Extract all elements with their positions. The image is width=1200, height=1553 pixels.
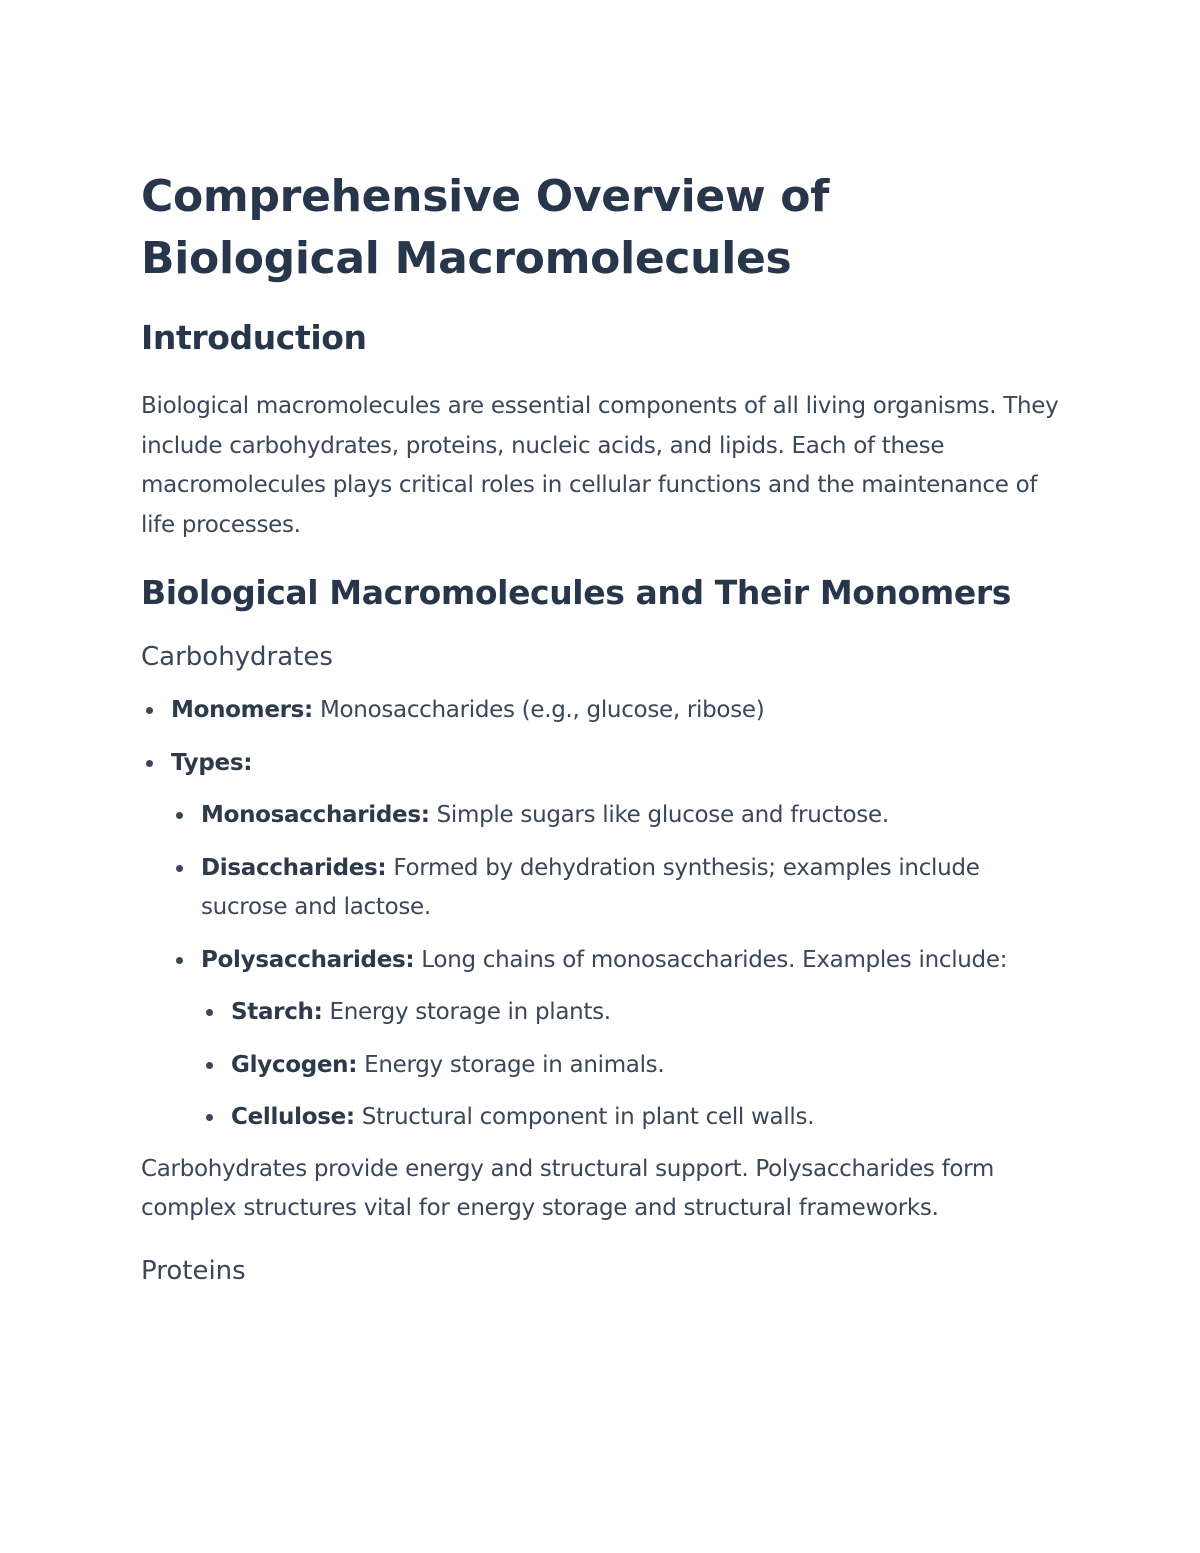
carbohydrates-list bbox=[171, 691, 1061, 1138]
bullet-icon bbox=[206, 1009, 213, 1016]
carbohydrates-summary-paragraph: Carbohydrates provide energy and structural support. Polysaccharides form complex structures vital for energy storage and structural frameworks. bbox=[141, 1155, 995, 1221]
introduction-heading: Introduction bbox=[141, 318, 367, 357]
bullet-icon bbox=[176, 865, 183, 872]
type-text: Simple sugars like glucose and fructose. bbox=[429, 802, 889, 828]
example-text: Energy storage in plants. bbox=[322, 999, 611, 1025]
proteins-heading: Proteins bbox=[141, 1255, 246, 1286]
document-title: Comprehensive Overview of Biological Macromolecules bbox=[141, 171, 830, 284]
type-label: Monosaccharides: bbox=[201, 802, 430, 828]
bullet-icon bbox=[206, 1114, 213, 1121]
list-item-glycogen bbox=[231, 1046, 1061, 1086]
type-label: Disaccharides: bbox=[201, 854, 387, 881]
list-item-cellulose bbox=[231, 1098, 1061, 1138]
bullet-icon bbox=[176, 957, 183, 964]
type-label: Polysaccharides: bbox=[201, 946, 415, 973]
monomers-label: Monomers: bbox=[171, 697, 313, 723]
polysaccharide-examples-list bbox=[231, 993, 1061, 1138]
bullet-icon bbox=[146, 760, 153, 767]
example-text: Structural component in plant cell walls. bbox=[354, 1104, 815, 1130]
bullet-icon bbox=[206, 1062, 213, 1069]
section-heading-macromolecules: Biological Macromolecules and Their Monomers bbox=[141, 573, 1012, 612]
example-label: Starch: bbox=[231, 999, 323, 1025]
example-label: Cellulose: bbox=[231, 1104, 355, 1130]
document-content bbox=[141, 166, 1061, 1289]
list-item-monomers bbox=[171, 691, 1061, 731]
bullet-icon bbox=[146, 707, 153, 714]
list-item-polysaccharides bbox=[201, 941, 1061, 1138]
monomers-text: Monosaccharides (e.g., glucose, ribose) bbox=[312, 697, 765, 723]
type-text: Formed by dehydration synthesis; examples include sucrose and lactose. bbox=[201, 854, 980, 920]
list-item-disaccharides bbox=[201, 849, 1061, 928]
carbohydrates-heading: Carbohydrates bbox=[141, 642, 333, 672]
list-item-types bbox=[171, 744, 1061, 1138]
types-label: Types: bbox=[171, 749, 253, 776]
type-text: Long chains of monosaccharides. Examples include: bbox=[414, 946, 1008, 973]
types-list bbox=[201, 796, 1061, 1138]
list-item-starch bbox=[231, 993, 1061, 1033]
list-item-monosaccharides bbox=[201, 796, 1061, 836]
bullet-icon bbox=[176, 812, 183, 819]
introduction-paragraph: Biological macromolecules are essential components of all living organisms. They include carbohydrates, proteins, nucleic acids, and lipids. Each of these macromolecules plays critical roles in cellular functions and the maintenance of life processes. bbox=[141, 393, 1059, 538]
example-label: Glycogen: bbox=[231, 1051, 358, 1078]
example-text: Energy storage in animals. bbox=[357, 1051, 665, 1078]
